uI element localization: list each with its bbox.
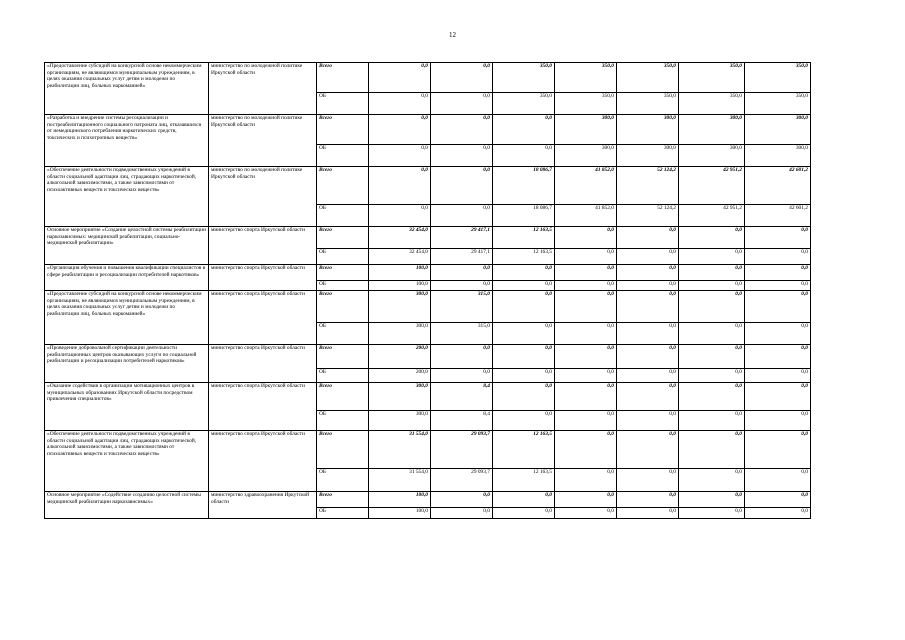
amount-cell: 0,0	[431, 145, 493, 167]
amount-cell: 0,0	[745, 383, 811, 411]
amount-cell: 350,0	[555, 93, 617, 115]
table-row-total	[45, 227, 811, 249]
amount-cell: 0,0	[617, 323, 679, 345]
amount-cell: 0,0	[745, 508, 811, 519]
activity-name: «Предоставление субсидий на конкурсной основе некоммерческим организациям, не являющимся муниципальным учреждениям, в целях оказания социальных услуг детям и молодежи по реабилитации лиц, больных наркоманией»	[45, 63, 209, 115]
amount-cell: 300,0	[745, 115, 811, 145]
executor-name: министерство по молодежной политике Иркутской области	[209, 63, 317, 115]
funding-type-total: Всего	[317, 431, 369, 469]
amount-cell: 100,0	[369, 281, 431, 291]
executor-name: министерство спорта Иркутской области	[209, 291, 317, 345]
amount-cell: 0,0	[679, 469, 745, 492]
amount-cell: 100,0	[369, 508, 431, 519]
amount-cell: 29 093,7	[431, 469, 493, 492]
amount-cell: 300,0	[617, 145, 679, 167]
amount-cell: 0,0	[555, 291, 617, 323]
amount-cell: 0,0	[745, 249, 811, 265]
activity-name: Основное мероприятие «Создание целостной системы реабилитации наркозависимых: медицинской реабилитации, социально-медицинской реабилитации»	[45, 227, 209, 265]
amount-cell: 0,0	[555, 249, 617, 265]
funding-type-total: Всего	[317, 265, 369, 281]
amount-cell: 32 454,0	[369, 227, 431, 249]
funding-type-total: Всего	[317, 345, 369, 369]
amount-cell: 0,0	[679, 323, 745, 345]
executor-name: министерство спорта Иркутской области	[209, 383, 317, 431]
amount-cell: 0,0	[369, 205, 431, 227]
amount-cell: 42 601,2	[745, 205, 811, 227]
amount-cell: 12 163,5	[493, 431, 555, 469]
amount-cell: 350,0	[555, 63, 617, 93]
funding-type-budget: ОБ	[317, 205, 369, 227]
amount-cell: 300,0	[369, 291, 431, 323]
amount-cell: 0,0	[555, 281, 617, 291]
amount-cell: 32 454,0	[369, 249, 431, 265]
amount-cell: 0,0	[493, 323, 555, 345]
amount-cell: 8,4	[431, 383, 493, 411]
amount-cell: 0,0	[555, 492, 617, 508]
amount-cell: 0,0	[745, 345, 811, 369]
amount-cell: 0,0	[493, 281, 555, 291]
amount-cell: 0,0	[617, 431, 679, 469]
amount-cell: 0,0	[679, 281, 745, 291]
table-row-total	[45, 291, 811, 323]
amount-cell: 300,0	[555, 145, 617, 167]
amount-cell: 0,0	[431, 345, 493, 369]
amount-cell: 0,0	[745, 323, 811, 345]
table-row-total	[45, 345, 811, 369]
amount-cell: 41 852,0	[555, 167, 617, 205]
amount-cell: 42 601,2	[745, 167, 811, 205]
amount-cell: 0,0	[369, 167, 431, 205]
amount-cell: 100,0	[369, 492, 431, 508]
funding-type-budget: ОБ	[317, 249, 369, 265]
amount-cell: 0,0	[679, 249, 745, 265]
amount-cell: 300,0	[679, 145, 745, 167]
amount-cell: 0,0	[369, 115, 431, 145]
amount-cell: 0,0	[617, 227, 679, 249]
amount-cell: 0,0	[493, 411, 555, 431]
amount-cell: 0,0	[493, 291, 555, 323]
page-number: 12	[449, 31, 456, 39]
executor-name: министерство спорта Иркутской области	[209, 227, 317, 265]
amount-cell: 0,0	[745, 411, 811, 431]
activity-name: «Организация обучения и повышения квалификации специалистов в сфере реабилитации и ресоциализации потребителей наркотиков»	[45, 265, 209, 291]
amount-cell: 350,0	[617, 93, 679, 115]
amount-cell: 350,0	[679, 93, 745, 115]
activity-name: Основное мероприятие «Содействие созданию целостной системы медицинской реабилитации наркозависимых»	[45, 492, 209, 519]
amount-cell: 0,0	[555, 411, 617, 431]
amount-cell: 0,0	[679, 411, 745, 431]
amount-cell: 0,0	[617, 383, 679, 411]
activity-name: «Разработка и внедрение системы ресоциализации и постреабилитационного социального патроната лиц, отказавшихся от немедицинского потребления наркотических средств, токсических и психотропных веществ»	[45, 115, 209, 167]
amount-cell: 0,0	[493, 115, 555, 145]
amount-cell: 0,0	[745, 281, 811, 291]
table-row-total	[45, 492, 811, 508]
amount-cell: 0,0	[617, 411, 679, 431]
amount-cell: 0,0	[493, 383, 555, 411]
funding-type-total: Всего	[317, 291, 369, 323]
amount-cell: 350,0	[745, 93, 811, 115]
amount-cell: 0,0	[555, 323, 617, 345]
amount-cell: 0,0	[493, 369, 555, 383]
amount-cell: 0,0	[431, 508, 493, 519]
amount-cell: 0,0	[431, 369, 493, 383]
amount-cell: 300,0	[745, 145, 811, 167]
amount-cell: 0,0	[745, 291, 811, 323]
table-row-total	[45, 265, 811, 281]
amount-cell: 300,0	[679, 115, 745, 145]
executor-name: министерство по молодежной политике Иркутской области	[209, 167, 317, 227]
executor-name: министерство спорта Иркутской области	[209, 345, 317, 383]
amount-cell: 315,0	[431, 291, 493, 323]
amount-cell: 300,0	[369, 323, 431, 345]
amount-cell: 315,0	[431, 323, 493, 345]
executor-name: министерство по молодежной политике Иркутской области	[209, 115, 317, 167]
amount-cell: 0,0	[431, 167, 493, 205]
amount-cell: 0,0	[745, 492, 811, 508]
amount-cell: 29 093,7	[431, 431, 493, 469]
amount-cell: 300,0	[369, 411, 431, 431]
activity-name: «Обеспечение деятельности подведомственных учреждений в области социальной адаптации лиц, страдающих наркотической, алкогольной зависимостями, а также зависимостями от психоактивных веществ и токсических веществ»	[45, 431, 209, 492]
amount-cell: 0,0	[745, 369, 811, 383]
activity-name: «Проведение добровольной сертификации деятельности реабилитационных центров оказывающих услуги по социальной реабилитации и ресоциализации потребителей наркотиков»	[45, 345, 209, 383]
funding-type-budget: ОБ	[317, 93, 369, 115]
funding-type-total: Всего	[317, 227, 369, 249]
amount-cell: 0,0	[431, 93, 493, 115]
funding-type-budget: ОБ	[317, 508, 369, 519]
amount-cell: 52 124,2	[617, 167, 679, 205]
amount-cell: 52 124,2	[617, 205, 679, 227]
amount-cell: 0,0	[617, 492, 679, 508]
amount-cell: 0,0	[617, 249, 679, 265]
amount-cell: 350,0	[493, 93, 555, 115]
funding-type-budget: ОБ	[317, 469, 369, 492]
funding-type-total: Всего	[317, 115, 369, 145]
amount-cell: 0,0	[617, 469, 679, 492]
amount-cell: 0,0	[679, 492, 745, 508]
funding-type-budget: ОБ	[317, 323, 369, 345]
executor-name: министерство спорта Иркутской области	[209, 431, 317, 492]
activity-name: «Обеспечение деятельности подведомственных учреждений в области социальной адаптации лиц, страдающих наркотической, алкогольной зависимостями, а также зависимостями от психоактивных веществ и токсических веществ»	[45, 167, 209, 227]
amount-cell: 31 554,0	[369, 469, 431, 492]
amount-cell: 200,0	[369, 369, 431, 383]
executor-name: министерство спорта Иркутской области	[209, 265, 317, 291]
amount-cell: 29 417,1	[431, 249, 493, 265]
amount-cell: 0,0	[555, 265, 617, 281]
funding-type-budget: ОБ	[317, 145, 369, 167]
amount-cell: 29 417,1	[431, 227, 493, 249]
amount-cell: 0,0	[555, 369, 617, 383]
table-row-total	[45, 63, 811, 93]
activity-name: «Предоставление субсидий на конкурсной основе некоммерческим организациям, не являющимся муниципальным учреждениям, в целях оказания социальных услуг детям и молодежи по реабилитации лиц, больных наркоманией»	[45, 291, 209, 345]
amount-cell: 300,0	[617, 115, 679, 145]
amount-cell: 0,0	[369, 63, 431, 93]
amount-cell: 0,0	[493, 345, 555, 369]
funding-table	[44, 62, 811, 519]
amount-cell: 0,0	[679, 345, 745, 369]
amount-cell: 0,0	[679, 508, 745, 519]
amount-cell: 0,0	[745, 469, 811, 492]
executor-name: министерство здравоохранения Иркутской области	[209, 492, 317, 519]
funding-type-budget: ОБ	[317, 369, 369, 383]
amount-cell: 0,0	[555, 469, 617, 492]
amount-cell: 200,0	[369, 345, 431, 369]
activity-name: «Оказание содействия в организации мотивационных центров в муниципальных образованиях Иркутской области посредством привлечения специалистов»	[45, 383, 209, 431]
table-row-total	[45, 383, 811, 411]
amount-cell: 0,0	[431, 115, 493, 145]
amount-cell: 8,4	[431, 411, 493, 431]
amount-cell: 41 852,0	[555, 205, 617, 227]
amount-cell: 0,0	[555, 431, 617, 469]
amount-cell: 300,0	[369, 383, 431, 411]
amount-cell: 0,0	[617, 281, 679, 291]
amount-cell: 0,0	[679, 227, 745, 249]
amount-cell: 0,0	[617, 265, 679, 281]
amount-cell: 350,0	[745, 63, 811, 93]
amount-cell: 42 951,2	[679, 167, 745, 205]
amount-cell: 0,0	[679, 431, 745, 469]
amount-cell: 0,0	[679, 369, 745, 383]
table-row-total	[45, 431, 811, 469]
amount-cell: 0,0	[493, 265, 555, 281]
amount-cell: 18 086,7	[493, 205, 555, 227]
amount-cell: 12 163,5	[493, 469, 555, 492]
amount-cell: 0,0	[369, 145, 431, 167]
amount-cell: 350,0	[617, 63, 679, 93]
amount-cell: 12 163,5	[493, 227, 555, 249]
amount-cell: 12 163,5	[493, 249, 555, 265]
amount-cell: 0,0	[555, 227, 617, 249]
amount-cell: 0,0	[431, 281, 493, 291]
amount-cell: 0,0	[679, 291, 745, 323]
amount-cell: 0,0	[431, 265, 493, 281]
amount-cell: 0,0	[679, 383, 745, 411]
amount-cell: 0,0	[745, 227, 811, 249]
amount-cell: 100,0	[369, 265, 431, 281]
funding-type-budget: ОБ	[317, 281, 369, 291]
funding-type-total: Всего	[317, 492, 369, 508]
amount-cell: 0,0	[493, 492, 555, 508]
table-row-total	[45, 167, 811, 205]
amount-cell: 31 554,0	[369, 431, 431, 469]
amount-cell: 350,0	[679, 63, 745, 93]
amount-cell: 300,0	[555, 115, 617, 145]
table-row-total	[45, 115, 811, 145]
amount-cell: 0,0	[555, 383, 617, 411]
amount-cell: 42 951,2	[679, 205, 745, 227]
amount-cell: 0,0	[431, 63, 493, 93]
amount-cell: 0,0	[431, 492, 493, 508]
amount-cell: 0,0	[745, 265, 811, 281]
amount-cell: 0,0	[493, 508, 555, 519]
funding-type-total: Всего	[317, 383, 369, 411]
funding-type-total: Всего	[317, 167, 369, 205]
amount-cell: 0,0	[617, 508, 679, 519]
amount-cell: 0,0	[745, 431, 811, 469]
amount-cell: 0,0	[555, 508, 617, 519]
table-body	[45, 63, 811, 519]
amount-cell: 0,0	[617, 345, 679, 369]
amount-cell: 0,0	[555, 345, 617, 369]
amount-cell: 0,0	[679, 265, 745, 281]
amount-cell: 350,0	[493, 63, 555, 93]
funding-type-total: Всего	[317, 63, 369, 93]
amount-cell: 0,0	[617, 291, 679, 323]
amount-cell: 0,0	[493, 145, 555, 167]
amount-cell: 18 086,7	[493, 167, 555, 205]
amount-cell: 0,0	[617, 369, 679, 383]
funding-type-budget: ОБ	[317, 411, 369, 431]
amount-cell: 0,0	[431, 205, 493, 227]
amount-cell: 0,0	[369, 93, 431, 115]
